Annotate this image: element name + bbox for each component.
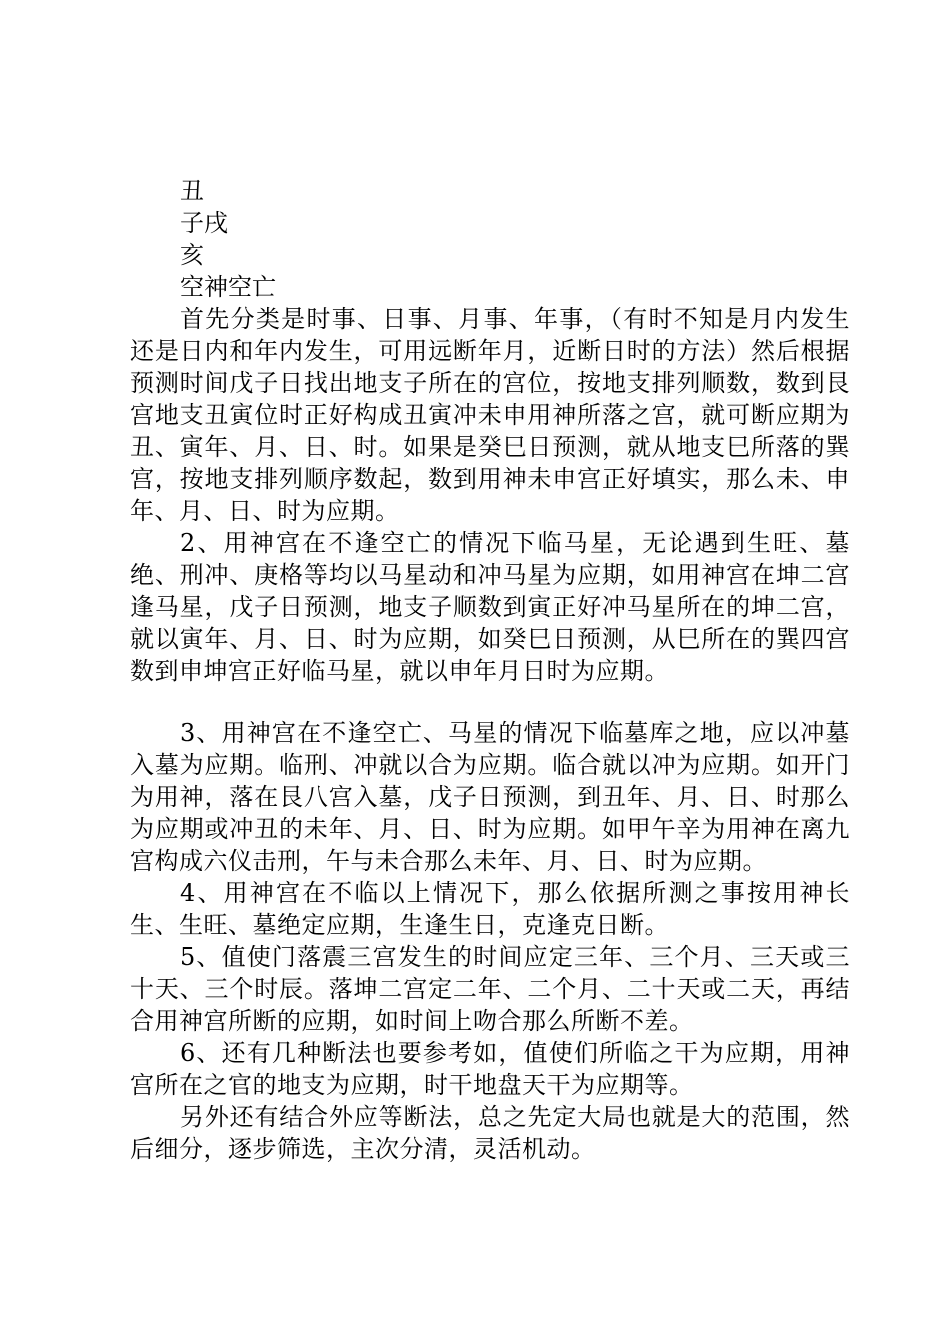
text-line-hai: 亥 — [180, 241, 204, 269]
paragraph-3-tomb: 3、用神宫在不逢空亡、马星的情况下临墓库之地，应以冲墓入墓为应期。临刑、冲就以合为应期。临合就以冲为应期。如开门为用神，落在艮八宫入墓，戊子日预测，到丑年、月、日、时那么为应期或冲丑的未年、月、日、时为应期。如甲午辛为用神在离九宫构成六仪击刑，午与未合那么未年、月、日、时为应期。 — [130, 719, 850, 875]
paragraph-7-summary: 另外还有结合外应等断法，总之先定大局也就是大的范围，然后细分，逐步筛选，主次分清，灵活机动。 — [130, 1103, 850, 1163]
paragraph-gap — [130, 687, 850, 717]
paragraph-6-more-methods: 6、还有几种断法也要参考如，值使们所临之干为应期，用神宫所在之官的地支为应期，时干地盘天干为应期等。 — [130, 1039, 850, 1099]
paragraph-2-horse-star: 2、用神宫在不逢空亡的情况下临马星，无论遇到生旺、墓绝、刑冲、庚格等均以马星动和冲马星为应期，如用神宫在坤二宫逢马星，戊子日预测，地支子顺数到寅正好冲马星所在的坤二宫，就以寅年、月、日、时为应期，如癸巳日预测，从巳所在的巽四宫数到申坤宫正好临马星，就以申年月日时为应期。 — [130, 529, 850, 685]
paragraph-4-other: 4、用神宫在不临以上情况下，那么依据所测之事按用神长生、生旺、墓绝定应期，生逢生日，克逢克日断。 — [130, 879, 850, 939]
document-body — [130, 175, 850, 1165]
text-line-chou: 丑 — [180, 177, 204, 205]
text-line-zixu: 子戌 — [180, 209, 228, 237]
paragraph-5-zhishi-door: 5、值使门落震三宫发生的时间应定三年、三个月、三天或三十天、三个时辰。落坤二宫定二年、二个月、二十天或二天，再结合用神宫所断的应期，如时间上吻合那么所断不差。 — [130, 943, 850, 1035]
text-line-kongwang: 空神空亡 — [180, 273, 276, 301]
paragraph-classification: 首先分类是时事、日事、月事、年事，（有时不知是月内发生还是日内和年内发生，可用远断年月，近断日时的方法）然后根据预测时间戊子日找出地支子所在的宫位，按地支排列顺数，数到艮宫地支丑寅位时正好构成丑寅冲未申用神所落之宫，就可断应期为丑、寅年、月、日、时。如果是癸巳日预测，就从地支巳所落的巽宫，按地支排列顺序数起，数到用神未申宫正好填实，那么未、申年、月、日、时为应期。 — [130, 305, 850, 525]
